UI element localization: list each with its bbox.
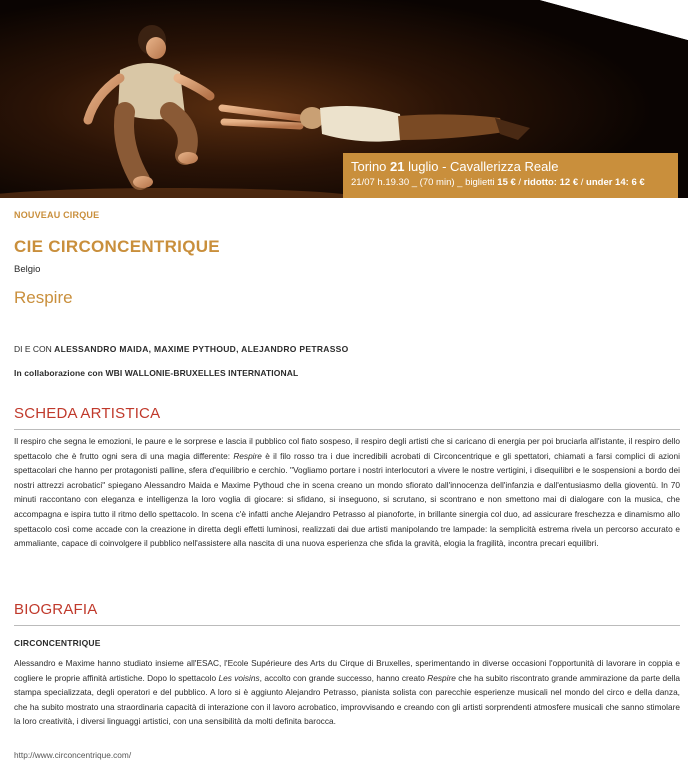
collaboration-line: In collaborazione con WBI WALLONIE-BRUXELLES INTERNATIONAL: [14, 368, 299, 378]
price-reduced: 12 €: [559, 177, 579, 188]
section-divider: [14, 429, 680, 430]
biografia-text-part: Alessandro e Maxime hanno studiato insieme all'ESAC, l'Ecole Supérieure des Arts du Cirque di Bruxelles, sperimentando in diverse occasioni l'opportunità di lavorare in coppia e cogliere le proprie affinità artistiche. Dopo lo spettacolo: [14, 658, 680, 683]
company-name: CIE CIRCONCENTRIQUE: [14, 237, 220, 256]
event-venue: luglio - Cavallerizza Reale: [408, 159, 559, 174]
section-title-scheda: SCHEDA ARTISTICA: [14, 405, 161, 422]
credits-names: ALESSANDRO MAIDA, MAXIME PYTHOUD, ALEJANDRO PETRASSO: [54, 344, 349, 354]
biografia-text: [14, 656, 680, 729]
biografia-text-part: , accolto con grande successo, hanno creato: [259, 672, 428, 683]
price-separator: /: [578, 177, 587, 188]
biografia-text-italic: Les voisins: [218, 672, 260, 683]
event-city: Torino: [351, 159, 387, 174]
scheda-text-part: Il respiro che segna le emozioni, le paure e le sorprese e lascia il pubblico col fiato sospeso, il respiro degli artisti che si caricano di energia per poi bruciarla all'istante, il respiro dello spettacolo che è frutto ogni sera di una magia differente:: [14, 436, 680, 461]
biografia-text-part: che ha subito riscontrato grande ammirazione da parte della stampa specializzata, degli operatori e del pubblico. A loro si è aggiunto Alejandro Petrasso, pianista solista con parecchie esperienze musicali nel mondo del circo e della danza, che ha subito mostrato una straordinaria capacità di interazione con il lavoro acrobatico, improvvisando e creando con gli artisti sorprendenti atmosfere musicali che sanno stimolare la loro creatività, i diversi linguaggi artistici, con una sensibilità da molti definita barocca.: [14, 672, 680, 727]
show-title: Respire: [14, 288, 73, 307]
price-separator: /: [515, 177, 524, 188]
country-label: Belgio: [14, 264, 41, 275]
credits-prefix: DI E CON: [14, 344, 55, 354]
category-label: NOUVEAU CIRQUE: [14, 210, 100, 220]
scheda-text-italic: Respire: [233, 450, 262, 461]
website-link[interactable]: http://www.circoncentrique.com/: [14, 750, 132, 760]
price-full: 15 €: [497, 177, 516, 188]
price-reduced-label: ridotto:: [523, 177, 560, 188]
section-divider: [14, 625, 680, 626]
event-time-duration: 21/07 h.19.30 _ (70 min) _ biglietti: [351, 177, 498, 188]
price-under: 6 €: [631, 177, 645, 188]
event-date-venue: [351, 158, 670, 175]
credits-line: [14, 344, 349, 354]
biografia-text-italic: Respire: [427, 672, 456, 683]
event-details: [351, 175, 670, 191]
hero-photo: [0, 0, 688, 198]
event-info-box: [343, 153, 678, 198]
scheda-text: [14, 434, 680, 551]
biografia-subtitle: CIRCONCENTRIQUE: [14, 638, 101, 648]
section-title-biografia: BIOGRAFIA: [14, 601, 98, 618]
scheda-text-part: è il filo rosso tra i due incredibili acrobati di Circoncentrique e gli spettatori, chiamati a farsi complici di azioni spettacolari che hanno per protagonisti palline, sfera d'equilibrio e cerchio. "Vogliamo portare i nostri interlocutori a vivere le nostre vertigini, i disequilibri e le sospensioni a bordo dei nostri attrezzi acrobatici" spiegano Alessandro Maida e Maxime Pythoud che in scena creano un mondo sfiorato dall'innocenza dell'infanzia e dall'entusiasmo della gioventù. In 70 minuti raccontano con eleganza e intelligenza la loro voglia di giocare: si sfidano, si inseguono, si scrutano, si scontrano e non smettono mai di dialogare con la musica, che accompagna e ispira tutto il ritmo dello spettacolo. In scena c'è infatti anche Alejandro Petrasso al pianoforte, in brillante sinergia col duo, ad assicurare freschezza e dinamismo allo spettacolo così come accade con la creazione in diretta degli effetti luminosi, realizzati dai due artisti manipolando tre lampade: la semplicità estrema rivela un percorso accurato e ammaliante, capace di coinvolgere il pubblico nell'assistere alla nascita di una nuova esperienza che sfida la gravità, elogia la fragilità, incontra precari equilibri.: [14, 450, 680, 549]
event-day: 21: [390, 159, 405, 174]
price-under-label: under 14:: [586, 177, 632, 188]
